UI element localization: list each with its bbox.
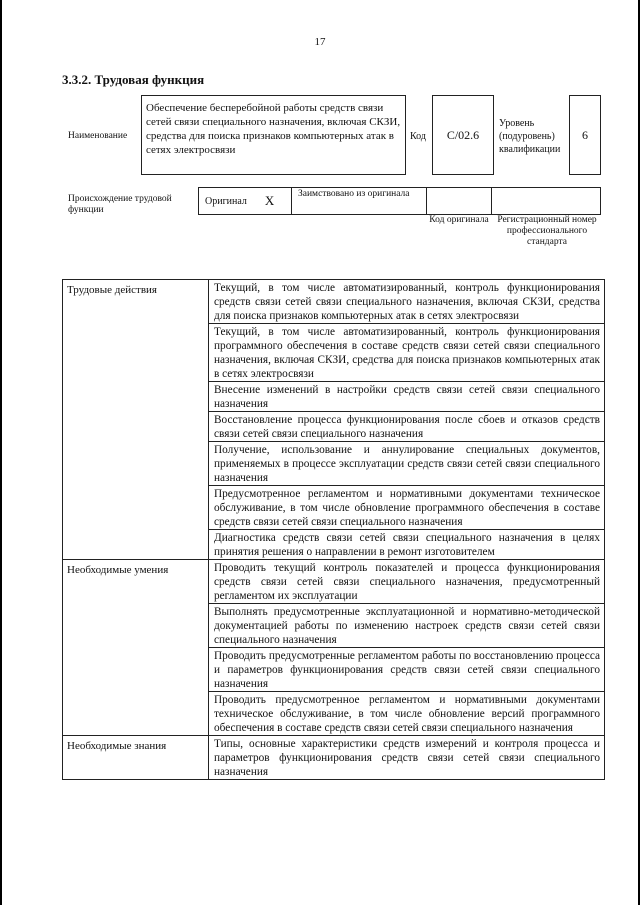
- table-cell: Выполнять предусмотренные эксплуатационной и нормативно-методической документацией работы по изменению настроек средств связи сетей связи специального назначения: [209, 604, 605, 648]
- table-cell: Проводить текущий контроль показателей и процесса функционирования средств связи сетей связи специального назначения, предусмотренный регламентом их эксплуатации: [209, 560, 605, 604]
- section-title: 3.3.2. Трудовая функция: [62, 72, 205, 87]
- table-cell: Проводить предусмотренное регламентом и нормативными документами техническое обслуживание, в том числе обновление версий программного обеспечения в составе средств связи сетей связи специального назначения: [209, 692, 605, 736]
- table-row: [63, 280, 605, 324]
- table-cell: Предусмотренное регламентом и нормативными документами техническое обслуживание, в том числе обновление программного обеспечения в составе средств связи сетей связи специального назначения: [209, 486, 605, 530]
- table-row: [63, 560, 605, 604]
- function-name-box: Обеспечение бесперебойной работы средств связи сетей связи специального назначения, включая СКЗИ, средства для поиска признаков компьютерных атак в сетях электросвязи: [141, 95, 406, 175]
- page-number: 17: [314, 36, 326, 48]
- borrowed-cell: Заимствовано из оригинала: [291, 187, 427, 215]
- table-row: [63, 736, 605, 780]
- level-label: Уровень (подуровень) квалификации: [499, 118, 561, 155]
- table-cell: Внесение изменений в настройки средств связи сетей связи специального назначения: [209, 382, 605, 412]
- original-mark: X: [264, 193, 275, 208]
- code-label: Код: [410, 131, 426, 142]
- table-cell: Текущий, в том числе автоматизированный, контроль функционирования средств связи сетей связи специального назначения, включая СКЗИ, средства для поиска признаков компьютерных атак в сетях электросвязи: [209, 280, 605, 324]
- name-label: Наименование: [68, 131, 128, 141]
- section-heading: Необходимые умения: [63, 560, 209, 736]
- function-code-box: С/02.6: [432, 95, 494, 175]
- table-cell: Типы, основные характеристики средств измерений и контроля процесса и параметров функционирования средств связи сетей связи специального назначения: [209, 736, 605, 780]
- table-cell: Получение, использование и аннулирование специальных документов, применяемых в процессе эксплуатации средств связи сетей связи специального назначения: [209, 442, 605, 486]
- table-cell: Текущий, в том числе автоматизированный, контроль функционирования программного обеспечения в составе средств связи сетей связи специального назначения, включая СКЗИ, средства для поиска признаков компьютерных атак в сетях электросвязи: [209, 324, 605, 382]
- qualification-level-box: 6: [569, 95, 601, 175]
- table-cell: Диагностика средств связи сетей связи специального назначения в целях принятия решения о направлении в ремонт изготовителем: [209, 530, 605, 560]
- section-heading: Трудовые действия: [63, 280, 209, 560]
- reg-caption: Регистрационный номер профессионального стандарта: [497, 215, 597, 247]
- code-caption: Код оригинала: [429, 215, 489, 225]
- original-cell: [198, 187, 292, 215]
- section-heading: Необходимые знания: [63, 736, 209, 780]
- original-label: Оригинал: [205, 195, 247, 207]
- reg-number-cell: [491, 187, 601, 215]
- table-cell: Проводить предусмотренные регламентом работы по восстановлению процесса и параметров функционирования средств связи сетей связи специального назначения: [209, 648, 605, 692]
- functions-table: [62, 279, 605, 780]
- origin-label: Происхождение трудовой функции: [68, 194, 172, 215]
- original-code-cell: [426, 187, 492, 215]
- table-cell: Восстановление процесса функционирования после сбоев и отказов средств связи сетей связи специального назначения: [209, 412, 605, 442]
